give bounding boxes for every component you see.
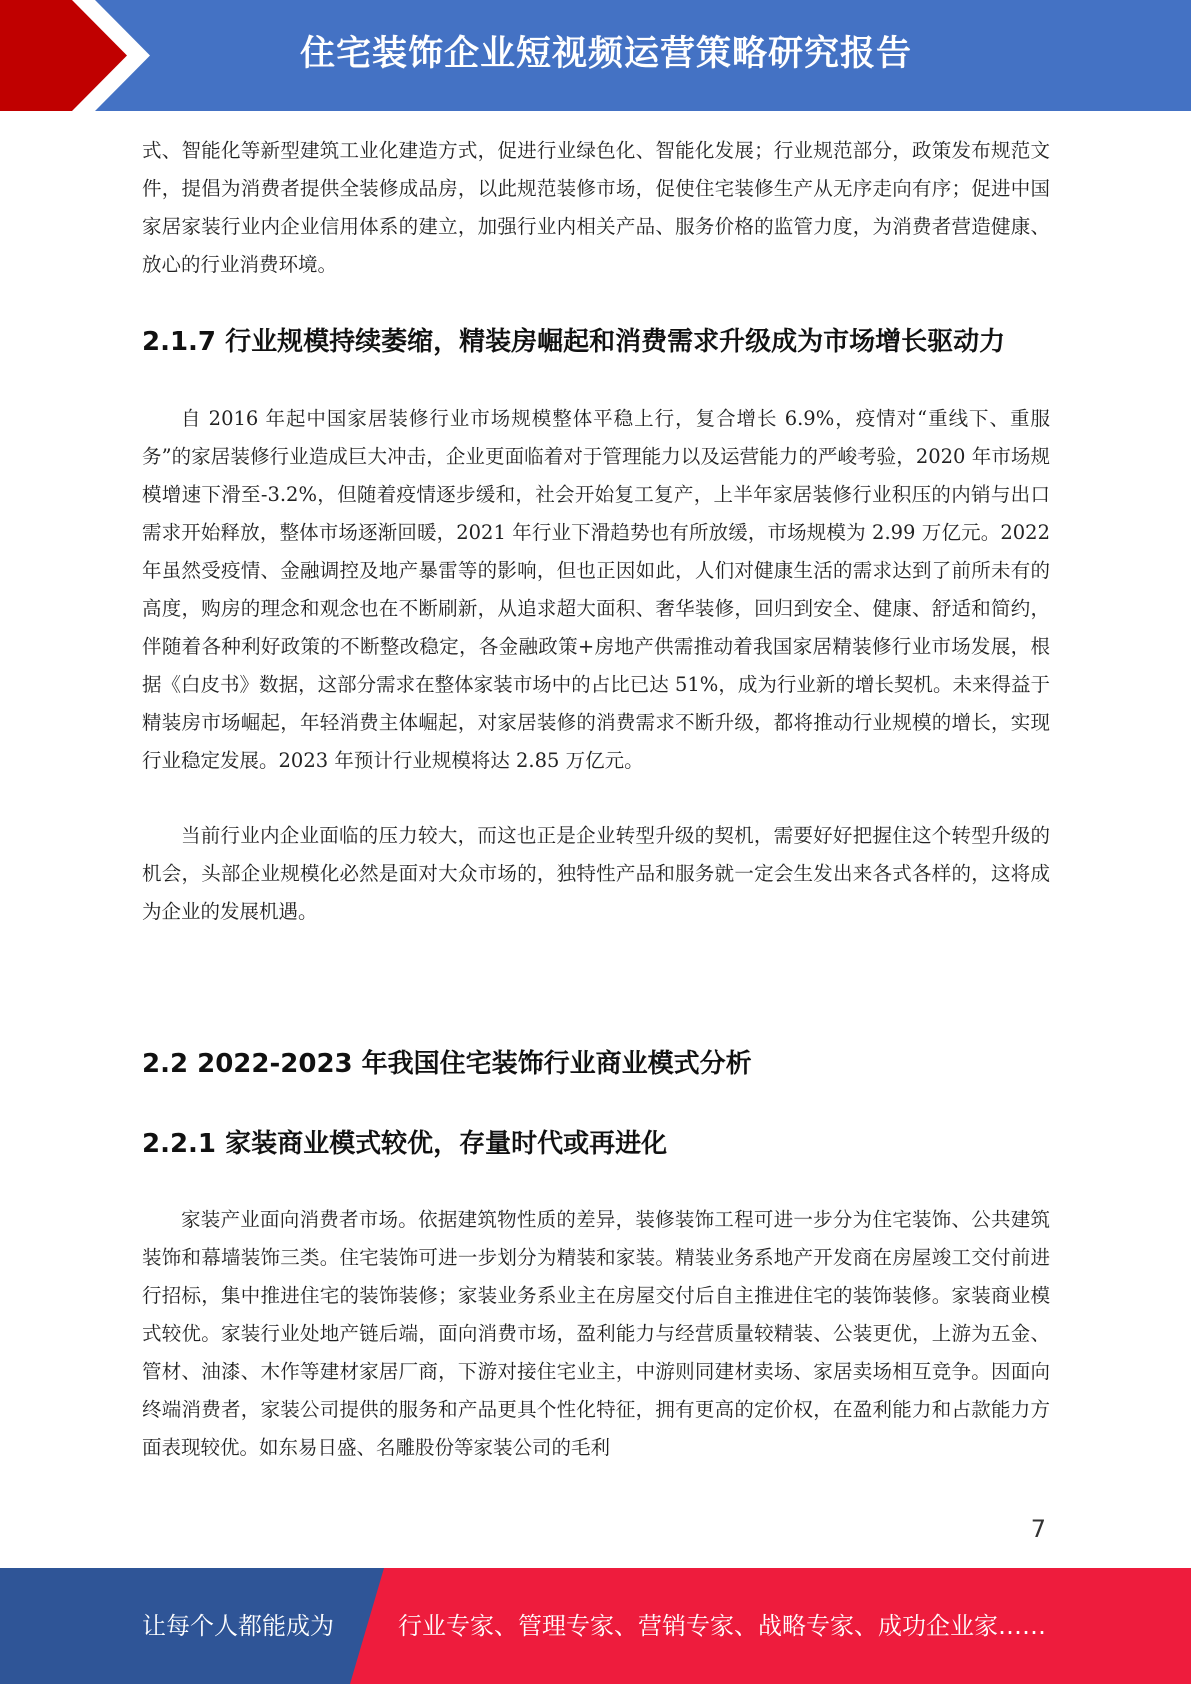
document-body (142, 132, 1050, 1467)
paragraph-business-model: 家装产业面向消费者市场。依据建筑物性质的差异，装修装饰工程可进一步分为住宅装饰、公共建筑装饰和幕墙装饰三类。住宅装饰可进一步划分为精装和家装。精装业务系地产开发商在房屋竣工交付前进行招标，集中推进住宅的装饰装修；家装业务系业主在房屋交付后自主推进住宅的装饰装修。家装商业模式较优。家装行业处地产链后端，面向消费市场，盈利能力与经营质量较精装、公装更优，上游为五金、管材、油漆、木作等建材家居厂商，下游对接住宅业主，中游则同建材卖场、家居卖场相互竞争。因面向终端消费者，家装公司提供的服务和产品更具个性化特征，拥有更高的定价权，在盈利能力和占款能力方面表现较优。如东易日盛、名雕股份等家装公司的毛利 (142, 1208, 1050, 1459)
page-number: 7 (1030, 1515, 1046, 1543)
section-heading-2-2-1: 2.2.1 家装商业模式较优，存量时代或再进化 (142, 1129, 668, 1159)
section-heading-2-2: 2.2 2022-2023 年我国住宅装饰行业商业模式分析 (142, 1049, 752, 1079)
footer-slogan-left: 让每个人都能成为 (142, 1612, 334, 1640)
page-header (0, 0, 1191, 111)
page-footer (0, 1568, 1191, 1684)
footer-slogan-right: 行业专家、管理专家、营销专家、战略专家、成功企业家…… (398, 1612, 1046, 1640)
paragraph-market-scale: 自 2016 年起中国家居装修行业市场规模整体平稳上行，复合增长 6.9%，疫情对“重线下、重服务”的家居装修行业造成巨大冲击，企业更面临着对于管理能力以及运营能力的严峻考验，2020 年市场规模增速下滑至-3.2%，但随着疫情逐步缓和，社会开始复工复产，上半年家居装修行业积压的内销与出口需求开始释放，整体市场逐渐回暖，2021 年行业下滑趋势也有所放缓，市场规模为 2.99 万亿元。2022 年虽然受疫情、金融调控及地产暴雷等的影响，但也正因如此，人们对健康生活的需求达到了前所未有的高度，购房的理念和观念也在不断刷新，从追求超大面积、奢华装修，回归到安全、健康、舒适和简约，伴随着各种利好政策的不断整改稳定，各金融政策+房地产供需推动着我国家居精装修行业市场发展，根据《白皮书》数据，这部分需求在整体家装市场中的占比已达 51%，成为行业新的增长契机。未来得益于精装房市场崛起，年轻消费主体崛起，对家居装修的消费需求不断升级，都将推动行业规模的增长，实现行业稳定发展。2023 年预计行业规模将达 2.85 万亿元。 (142, 407, 1050, 772)
report-title: 住宅装饰企业短视频运营策略研究报告 (300, 34, 913, 74)
paragraph-policy-continuation: 式、智能化等新型建筑工业化建造方式，促进行业绿色化、智能化发展；行业规范部分，政策发布规范文件，提倡为消费者提供全装修成品房，以此规范装修市场，促使住宅装修生产从无序走向有序；促进中国家居家装行业内企业信用体系的建立，加强行业内相关产品、服务价格的监管力度，为消费者营造健康、放心的行业消费环境。 (142, 139, 1050, 276)
red-arrow-icon (0, 0, 150, 111)
paragraph-opportunity: 当前行业内企业面临的压力较大，而这也正是企业转型升级的契机，需要好好把握住这个转型升级的机会，头部企业规模化必然是面对大众市场的，独特性产品和服务就一定会生发出来各式各样的，这将成为企业的发展机遇。 (142, 824, 1050, 923)
section-heading-2-1-7: 2.1.7 行业规模持续萎缩，精装房崛起和消费需求升级成为市场增长驱动力 (142, 327, 1006, 357)
